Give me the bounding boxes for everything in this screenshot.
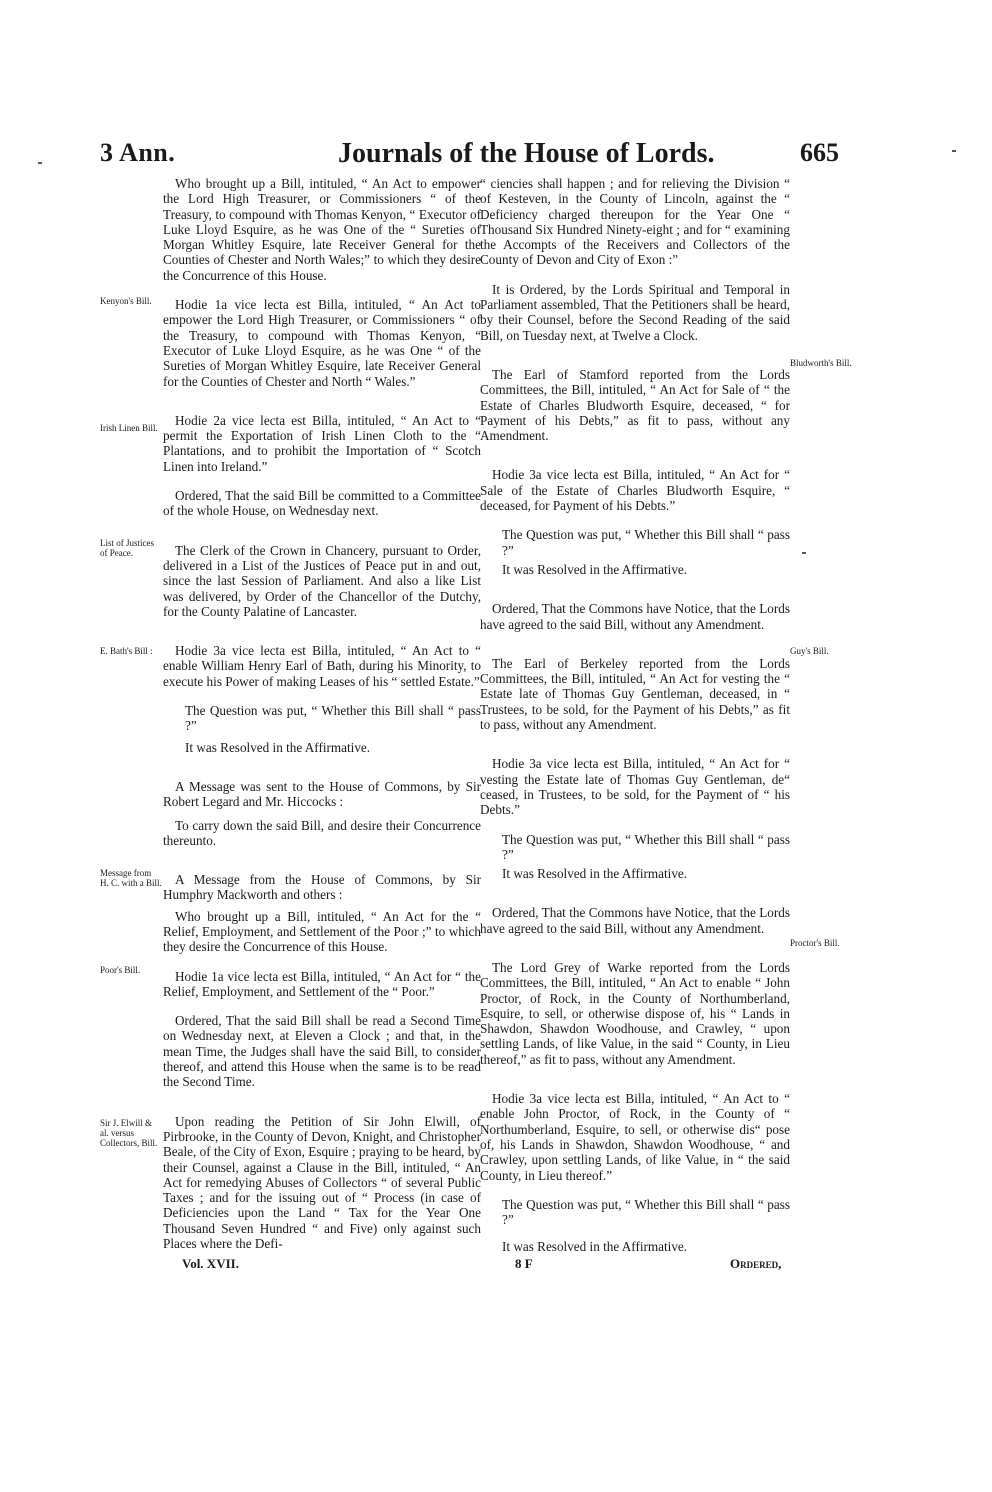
resolution-line: It was Resolved in the Affirmative.: [502, 866, 688, 882]
margin-note-poor: Poor's Bill.: [100, 965, 141, 975]
paragraph: Hodie 3a vice lecta est Billa, intituled, “ An Act to “ enable William Henry Earl of Bath, during his Minority, to execute his Power of making Leases of his “ settled Estate.”: [163, 643, 481, 689]
paragraph: The Earl of Stamford reported from the Lords Committees, the Bill, intituled, “ An Act for Sale of “ the Estate of Charles Bludworth Esquire, deceased, “ for Payment of his Debts,” as fit to pass, without any Amendment.: [480, 366, 790, 444]
resolution-line: It was Resolved in the Affirmative.: [502, 1239, 688, 1255]
margin-note-kenyon: Kenyon's Bill.: [100, 296, 152, 306]
page-header: [0, 138, 992, 178]
margin-note-bludworth: Bludworth's Bill.: [790, 358, 852, 368]
margin-note-elwill: Sir J. Elwill & al. versus Collectors, Bill.: [100, 1118, 158, 1148]
resolution-line: It was Resolved in the Affirmative.: [502, 561, 688, 577]
paragraph: Who brought up a Bill, intituled, “ An Act to empower the Lord High Treasurer, or Commissioners “ of the Treasury, to compound with Thomas Kenyon, “ Executor of Luke Lloyd Esquire, as he was One of the “ Sureties of Morgan Whitley Esquire, late Receiver General for the Counties of Chester and North Wales;” to which they desire the Concurrence of this House.: [163, 176, 481, 283]
scan-speck: [38, 162, 42, 164]
margin-note-message: Message from H. C. with a Bill.: [100, 868, 162, 888]
paragraph: Upon reading the Petition of Sir John Elwill, of Pirbrooke, in the County of Devon, Knight, and Christopher Beale, of the City of Exon, Esquire ; praying to be heard, by their Counsel, against a Clause in the Bill, intituled, “ An Act for remedying Abuses of Collectors “ of several Public Taxes ; and for the issuing out of “ Process (in case of Deficiencies upon the Land “ Tax for the Year One Thousand Seven Hundred “ and Five) only against such Places where the Defi-: [163, 1113, 481, 1252]
regnal-year: 3 Ann.: [100, 138, 176, 167]
margin-note-guy: Guy's Bill.: [790, 646, 829, 656]
scan-speck: [802, 552, 806, 554]
paragraph: A Message from the House of Commons, by Sir Humphry Mackworth and others :: [163, 872, 481, 903]
paragraph: Ordered, That the said Bill be committed to a Committee of the whole House, on Wednesday next.: [163, 488, 481, 519]
paragraph: The Lord Grey of Warke reported from the Lords Committees, the Bill, intituled, “ An Act to enable “ John Proctor, of Rock, in the County of Northumberland, Esquire, to sell, or otherwise dispose of, his “ Lands in Shawdon, Shawdon Woodhouse, and Crawley, “ upon settling Lands, of like Value, in the said “ County, in Lieu thereof,” as fit to pass, without any Amendment.: [480, 959, 790, 1067]
paragraph: Hodie 1a vice lecta est Billa, intituled, “ An Act to empower the Lord High Treasurer, or Commissioners “ of the Treasury, to compound with Thomas Kenyon, “ Executor of Luke Lloyd Esquire, as he was One “ of the Sureties of Morgan Whitley Esquire, late Receiver General for the Counties of Chester and North “ Wales.”: [163, 297, 481, 389]
page-number: 665: [800, 138, 839, 167]
paragraph: “ ciencies shall happen ; and for relieving the Division “ of Kesteven, in the County of Lincoln, against the “ Deficiency charged thereupon for the Year One “ Thousand Six Hundred Ninety-eight ; and for “ examining the Accompts of the Receivers and Collectors of the County of Devon and City of Exon :”: [480, 176, 790, 268]
paragraph: Who brought up a Bill, intituled, “ An Act for the “ Relief, Employment, and Settlement of the Poor ;” to which they desire the Concurrence of this House.: [163, 908, 481, 955]
margin-note-bath: E. Bath's Bill :: [100, 646, 153, 656]
paragraph: Hodie 3a vice lecta est Billa, intituled, “ An Act for “ Sale of the Estate of Charles Bludworth Esquire, “ deceased, for Payment of his Debts.”: [480, 467, 790, 514]
resolution-line: It was Resolved in the Affirmative.: [185, 739, 371, 755]
paragraph: The Clerk of the Crown in Chancery, pursuant to Order, delivered in a List of the Justices of Peace put in and out, since the last Session of Parliament. And also a like List was delivered, by Order of the Chancellor of the Dutchy, for the County Palatine of Lancaster.: [163, 542, 481, 619]
margin-note-justices: List of Justices of Peace.: [100, 538, 154, 558]
signature-mark: 8 F: [515, 1256, 533, 1271]
paragraph: A Message was sent to the House of Commons, by Sir Robert Legard and Mr. Hiccocks :: [163, 778, 481, 810]
margin-note-proctor: Proctor's Bill.: [790, 938, 840, 948]
paragraph: The Earl of Berkeley reported from the Lords Committees, the Bill, intituled, “ An Act for vesting the “ Estate late of Thomas Guy Gentleman, deceased, in “ Trustees, to be sold, for the Payment of his Debts,” as fit to pass, without any Amendment.: [480, 655, 790, 733]
question-line: The Question was put, “ Whether this Bill shall “ pass ?”: [185, 703, 481, 734]
catchword: Ordered,: [730, 1256, 782, 1271]
question-line: The Question was put, “ Whether this Bill shall “ pass ?”: [502, 1196, 790, 1228]
left-column: [163, 176, 481, 1251]
question-line: The Question was put, “ Whether this Bill shall “ pass ?”: [502, 831, 790, 862]
paragraph: Ordered, That the Commons have Notice, that the Lords have agreed to the said Bill, without any Amendment.: [480, 905, 790, 936]
paragraph: Hodie 3a vice lecta est Billa, intituled, “ An Act to “ enable John Proctor, of Rock, in the County of “ Northumberland, Esquire, to sell, or otherwise dis“ pose of, his Lands in Shawdon, Shawdon Woodhouse, “ and Crawley, upon settling Lands, of like Value, in “ the said County, in Lieu thereof.”: [480, 1091, 790, 1183]
paragraph: Hodie 3a vice lecta est Billa, intituled, “ An Act for “ vesting the Estate late of Thomas Guy Gentleman, de“ ceased, in Trustees, to be sold, for the Payment of “ his Debts.”: [480, 756, 790, 818]
margin-note-irish-linen: Irish Linen Bill.: [100, 423, 158, 433]
paragraph: Ordered, That the Commons have Notice, that the Lords have agreed to the said Bill, without any Amendment.: [480, 601, 790, 632]
paragraph: It is Ordered, by the Lords Spiritual and Temporal in Parliament assembled, That the Petitioners shall be heard, by their Counsel, before the Second Reading of the said Bill, on Tuesday next, at Twelve a Clock.: [480, 281, 790, 343]
paragraph: To carry down the said Bill, and desire their Concurrence thereunto.: [163, 817, 481, 848]
paragraph: Hodie 2a vice lecta est Billa, intituled, “ An Act to “ permit the Exportation of Irish Linen Cloth to the “ Plantations, and to prohibit the Importation of “ Scotch Linen into Ireland.”: [163, 412, 481, 474]
paragraph: Hodie 1a vice lecta est Billa, intituled, “ An Act for “ the Relief, Employment, and Settlement of the “ Poor.”: [163, 968, 481, 999]
paragraph: Ordered, That the said Bill shall be read a Second Time on Wednesday next, at Eleven a Clock ; and that, in the mean Time, the Judges shall have the said Bill, to consider thereof, and attend this House when the same is to be read the Second Time.: [163, 1013, 481, 1090]
question-line: The Question was put, “ Whether this Bill shall “ pass ?”: [502, 527, 790, 558]
volume-label: Vol. XVII.: [182, 1256, 239, 1271]
journal-title: Journals of the House of Lords.: [338, 138, 715, 169]
right-column: [480, 176, 790, 1255]
scan-speck: [952, 150, 956, 152]
